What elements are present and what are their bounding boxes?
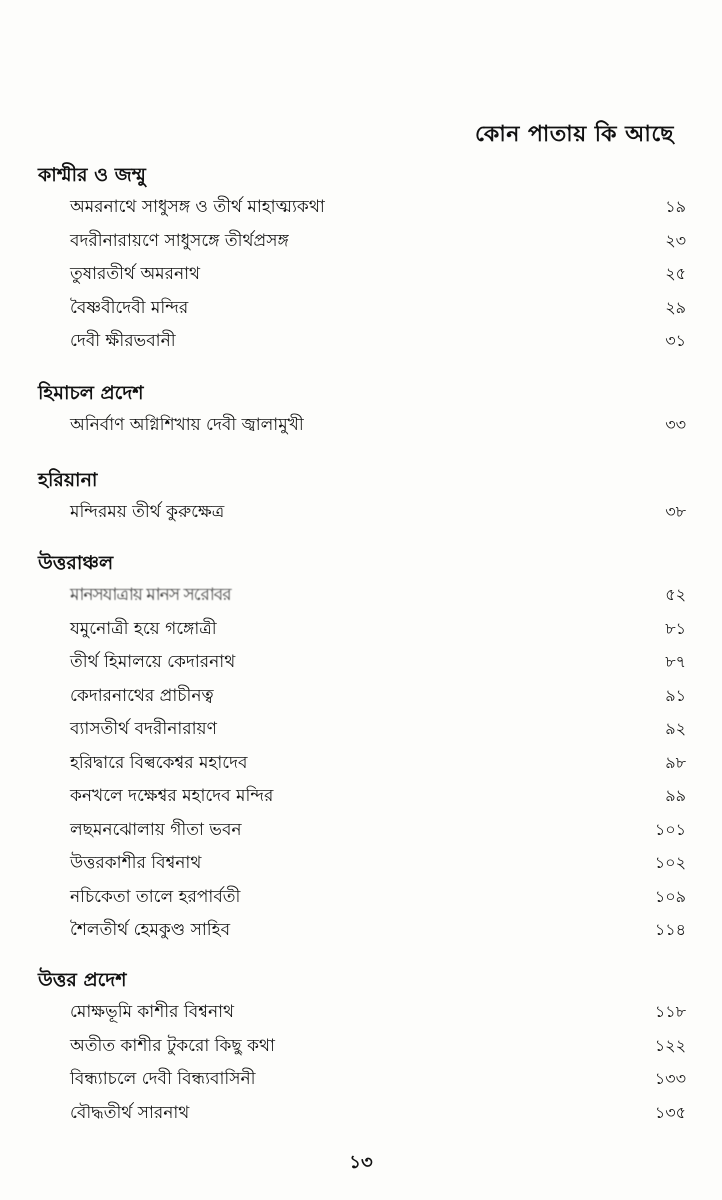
toc-entry[interactable] [38, 1096, 686, 1130]
toc-entry[interactable] [38, 612, 686, 646]
entry-title: বিন্ধ্যাচলে দেবী বিন্ধ্যবাসিনী [70, 1069, 256, 1089]
entry-page: ৯১ [665, 685, 686, 705]
entry-title: তুষারতীর্থ অমরনাথ [70, 264, 201, 284]
section-uttaranchal [38, 548, 686, 947]
entry-page: ১১৪ [654, 920, 686, 939]
section-heading: উত্তরাঞ্চল [38, 552, 114, 574]
section-heading: উত্তর প্রদেশ [38, 969, 127, 991]
toc-entry[interactable] [38, 1062, 686, 1096]
entry-title: অতীত কাশীর টুকরো কিছু কথা [70, 1035, 275, 1056]
section-heading: হিমাচল প্রদেশ [38, 382, 144, 404]
entry-title: হরিদ্বারে বিল্বকেশ্বর মহাদেব [70, 752, 248, 773]
toc-entry[interactable] [38, 846, 686, 880]
entry-page: ১০২ [654, 853, 686, 872]
entry-page: ৯২ [665, 719, 686, 738]
entry-title: কনখলে দক্ষেশ্বর মহাদেব মন্দির [70, 786, 274, 806]
section-kashmir [38, 160, 686, 358]
toc-entry[interactable] [38, 224, 686, 258]
toc-entry[interactable] [38, 408, 686, 442]
entry-page: ২৫ [665, 264, 686, 283]
section-heading: হরিয়ানা [38, 469, 98, 491]
toc-entry[interactable] [38, 495, 686, 529]
section-himachal [38, 378, 686, 442]
page-number: ১৩ [349, 1152, 373, 1173]
section-heading: কাশ্মীর ও জম্মু [38, 164, 146, 186]
entry-page: ৩১ [665, 331, 686, 350]
entry-title: অনির্বাণ অগ্নিশিখায় দেবী জ্বালামুখী [70, 415, 304, 435]
entry-title: মানসযাত্রায় মানস সরোবর [70, 585, 231, 605]
toc-entry[interactable] [38, 679, 686, 713]
entry-page: ১৯ [665, 197, 686, 216]
entry-page: ৯৮ [665, 752, 686, 772]
entry-page: ২৩ [665, 230, 686, 250]
toc-entry[interactable] [38, 712, 686, 746]
entry-title: মন্দিরময় তীর্থ কুরুক্ষেত্র [70, 502, 225, 522]
entry-page: ১৩৫ [654, 1102, 686, 1122]
entry-title: শৈলতীর্থ হেমকুণ্ড সাহিব [70, 920, 231, 940]
toc-entry[interactable] [38, 880, 686, 914]
toc-entry[interactable] [38, 645, 686, 679]
toc-entry[interactable] [38, 995, 686, 1029]
page-title: কোন পাতায় কি আছে [475, 122, 674, 147]
toc-entry[interactable] [38, 324, 686, 358]
entry-page: ৮৭ [665, 652, 686, 671]
entry-page: ১২২ [654, 1035, 686, 1055]
toc-entry[interactable] [38, 746, 686, 780]
entry-page: ৫২ [665, 585, 686, 604]
section-haryana [38, 465, 686, 529]
entry-page: ১০১ [654, 819, 686, 839]
toc-entry[interactable] [38, 779, 686, 813]
entry-page: ৩৩ [665, 415, 686, 434]
toc-entry[interactable] [38, 913, 686, 947]
entry-title: বৈষ্ণবীদেবী মন্দির [70, 297, 189, 318]
entry-title: লছমনঝোলায় গীতা ভবন [70, 819, 242, 840]
entry-page: ১০৯ [654, 886, 686, 906]
section-uttar-pradesh [38, 965, 686, 1129]
entry-page: ১৩৩ [654, 1069, 686, 1088]
toc-entry[interactable] [38, 813, 686, 847]
toc-entry[interactable] [38, 1029, 686, 1063]
entry-title: উত্তরকাশীর বিশ্বনাথ [70, 853, 202, 873]
entry-title: অমরনাথে সাধুসঙ্গ ও তীর্থ মাহাত্ম্যকথা [70, 197, 325, 217]
entry-title: নচিকেতা তালে হরপার্বতী [70, 886, 241, 907]
entry-title: কেদারনাথের প্রাচীনত্ব [70, 685, 214, 706]
entry-title: দেবী ক্ষীরভবানী [70, 331, 176, 351]
entry-page: ৩৮ [665, 502, 686, 521]
entry-title: যমুনোত্রী হয়ে গঙ্গোত্রী [70, 618, 217, 639]
entry-page: ৯৯ [665, 786, 686, 805]
entry-title: ব্যাসতীর্থ বদরীনারায়ণ [70, 719, 217, 739]
entry-page: ২৯ [665, 297, 686, 317]
entry-page: ৮১ [665, 618, 686, 638]
toc-entry[interactable] [38, 257, 686, 291]
entry-title: মোক্ষভূমি কাশীর বিশ্বনাথ [70, 1002, 235, 1022]
toc-entry[interactable] [38, 190, 686, 224]
entry-title: তীর্থ হিমালয়ে কেদারনাথ [70, 652, 236, 672]
entry-title: বদরীনারায়ণে সাধুসঙ্গে তীর্থপ্রসঙ্গ [70, 230, 289, 251]
entry-page: ১১৮ [654, 1002, 686, 1021]
entry-title: বৌদ্ধতীর্থ সারনাথ [70, 1102, 190, 1123]
toc-entry[interactable] [38, 578, 686, 612]
toc-entry[interactable] [38, 291, 686, 325]
